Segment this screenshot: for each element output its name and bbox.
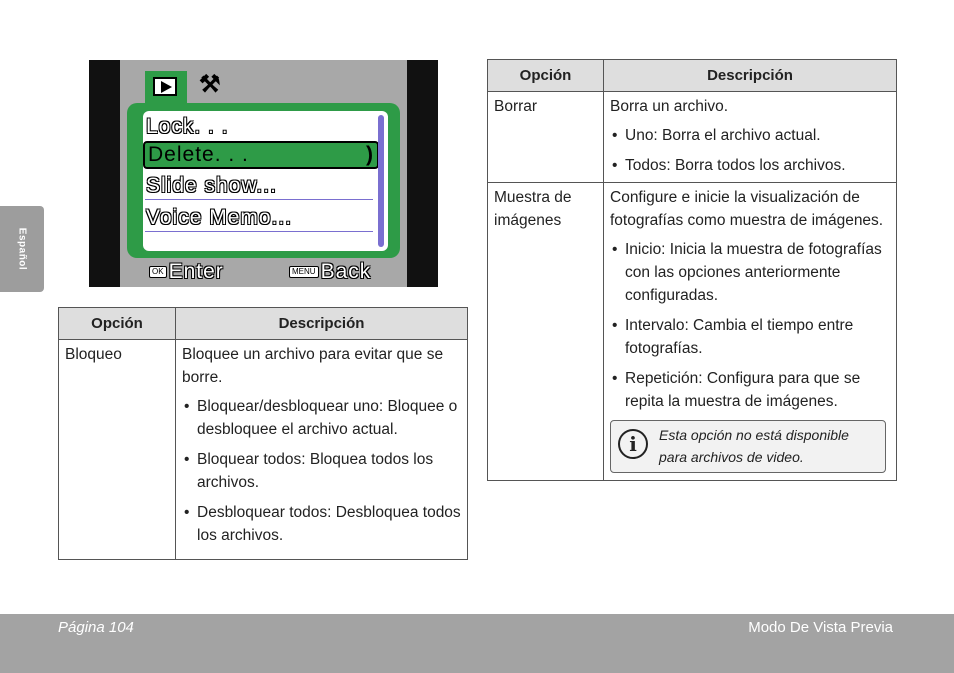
menu-item-slideshow: Slide show... bbox=[146, 174, 277, 197]
page-footer bbox=[0, 614, 954, 673]
menu-key-icon: MENU bbox=[289, 266, 319, 278]
header-option: Opción bbox=[59, 308, 176, 340]
option-cell: Muestra de imágenes bbox=[488, 183, 604, 481]
bullet-list bbox=[610, 124, 890, 177]
options-table-right bbox=[487, 59, 897, 481]
ok-key-icon: OK bbox=[149, 266, 167, 278]
play-icon bbox=[153, 77, 177, 96]
list-item: • Uno: Borra el archivo actual. bbox=[610, 124, 890, 147]
info-icon: i bbox=[618, 429, 648, 459]
list-item: • Inicio: Inicia la muestra de fotografías con las opciones anteriormente configuradas. bbox=[610, 238, 890, 307]
info-note bbox=[610, 420, 886, 473]
description-text: Borra un archivo. bbox=[610, 98, 729, 115]
header-description: Descripción bbox=[604, 60, 897, 92]
chevron-right-icon: ) bbox=[366, 143, 374, 166]
list-item: • Bloquear todos: Bloquea todos los archivos. bbox=[182, 448, 461, 494]
header-option: Opción bbox=[488, 60, 604, 92]
page-number: Página 104 bbox=[58, 619, 134, 636]
list-item: • Intervalo: Cambia el tiempo entre fotografías. bbox=[610, 314, 890, 360]
menu-item-lock: Lock. . . bbox=[146, 115, 229, 138]
description-cell bbox=[604, 183, 897, 481]
enter-hint bbox=[149, 260, 224, 284]
playback-tab bbox=[145, 71, 187, 104]
table-row bbox=[488, 183, 897, 481]
list-item: • Desbloquear todos: Desbloquea todos los archivos. bbox=[182, 501, 461, 547]
note-text: Esta opción no está disponible para archivos de video. bbox=[659, 427, 849, 465]
list-item: • Repetición: Configura para que se repita la muestra de imágenes. bbox=[610, 367, 890, 413]
menu-frame bbox=[127, 103, 400, 258]
table-row bbox=[59, 340, 468, 560]
description-cell bbox=[176, 340, 468, 560]
back-hint bbox=[289, 260, 371, 284]
language-tab bbox=[0, 206, 44, 292]
language-tab-label: Español bbox=[16, 227, 28, 271]
section-title: Modo De Vista Previa bbox=[748, 619, 893, 636]
list-item: • Bloquear/desbloquear uno: Bloquee o desbloquee el archivo actual. bbox=[182, 395, 461, 441]
menu-item-delete bbox=[143, 141, 379, 169]
back-label: Back bbox=[320, 260, 372, 283]
menu-scrollbar bbox=[378, 115, 384, 247]
enter-label: Enter bbox=[168, 260, 224, 283]
option-cell: Bloqueo bbox=[59, 340, 176, 560]
list-item: • Todos: Borra todos los archivos. bbox=[610, 154, 890, 177]
description-text: Configure e inicie la visualización de fotografías como muestra de imágenes. bbox=[610, 189, 884, 229]
header-description: Descripción bbox=[176, 308, 468, 340]
option-cell: Borrar bbox=[488, 92, 604, 183]
options-table-left bbox=[58, 307, 468, 560]
bullet-list bbox=[610, 238, 890, 413]
tools-icon: ⚒ bbox=[199, 71, 221, 98]
table-row bbox=[488, 92, 897, 183]
menu-item-delete-label: Delete. . . bbox=[148, 143, 249, 166]
screen-border-left bbox=[89, 60, 120, 287]
bullet-list bbox=[182, 395, 461, 547]
camera-screen bbox=[89, 60, 438, 287]
screen-border-right bbox=[407, 60, 438, 287]
menu-list bbox=[143, 111, 388, 251]
description-cell bbox=[604, 92, 897, 183]
menu-item-voice-memo: Voice Memo... bbox=[146, 206, 293, 229]
description-text: Bloquee un archivo para evitar que se borre. bbox=[182, 346, 444, 386]
